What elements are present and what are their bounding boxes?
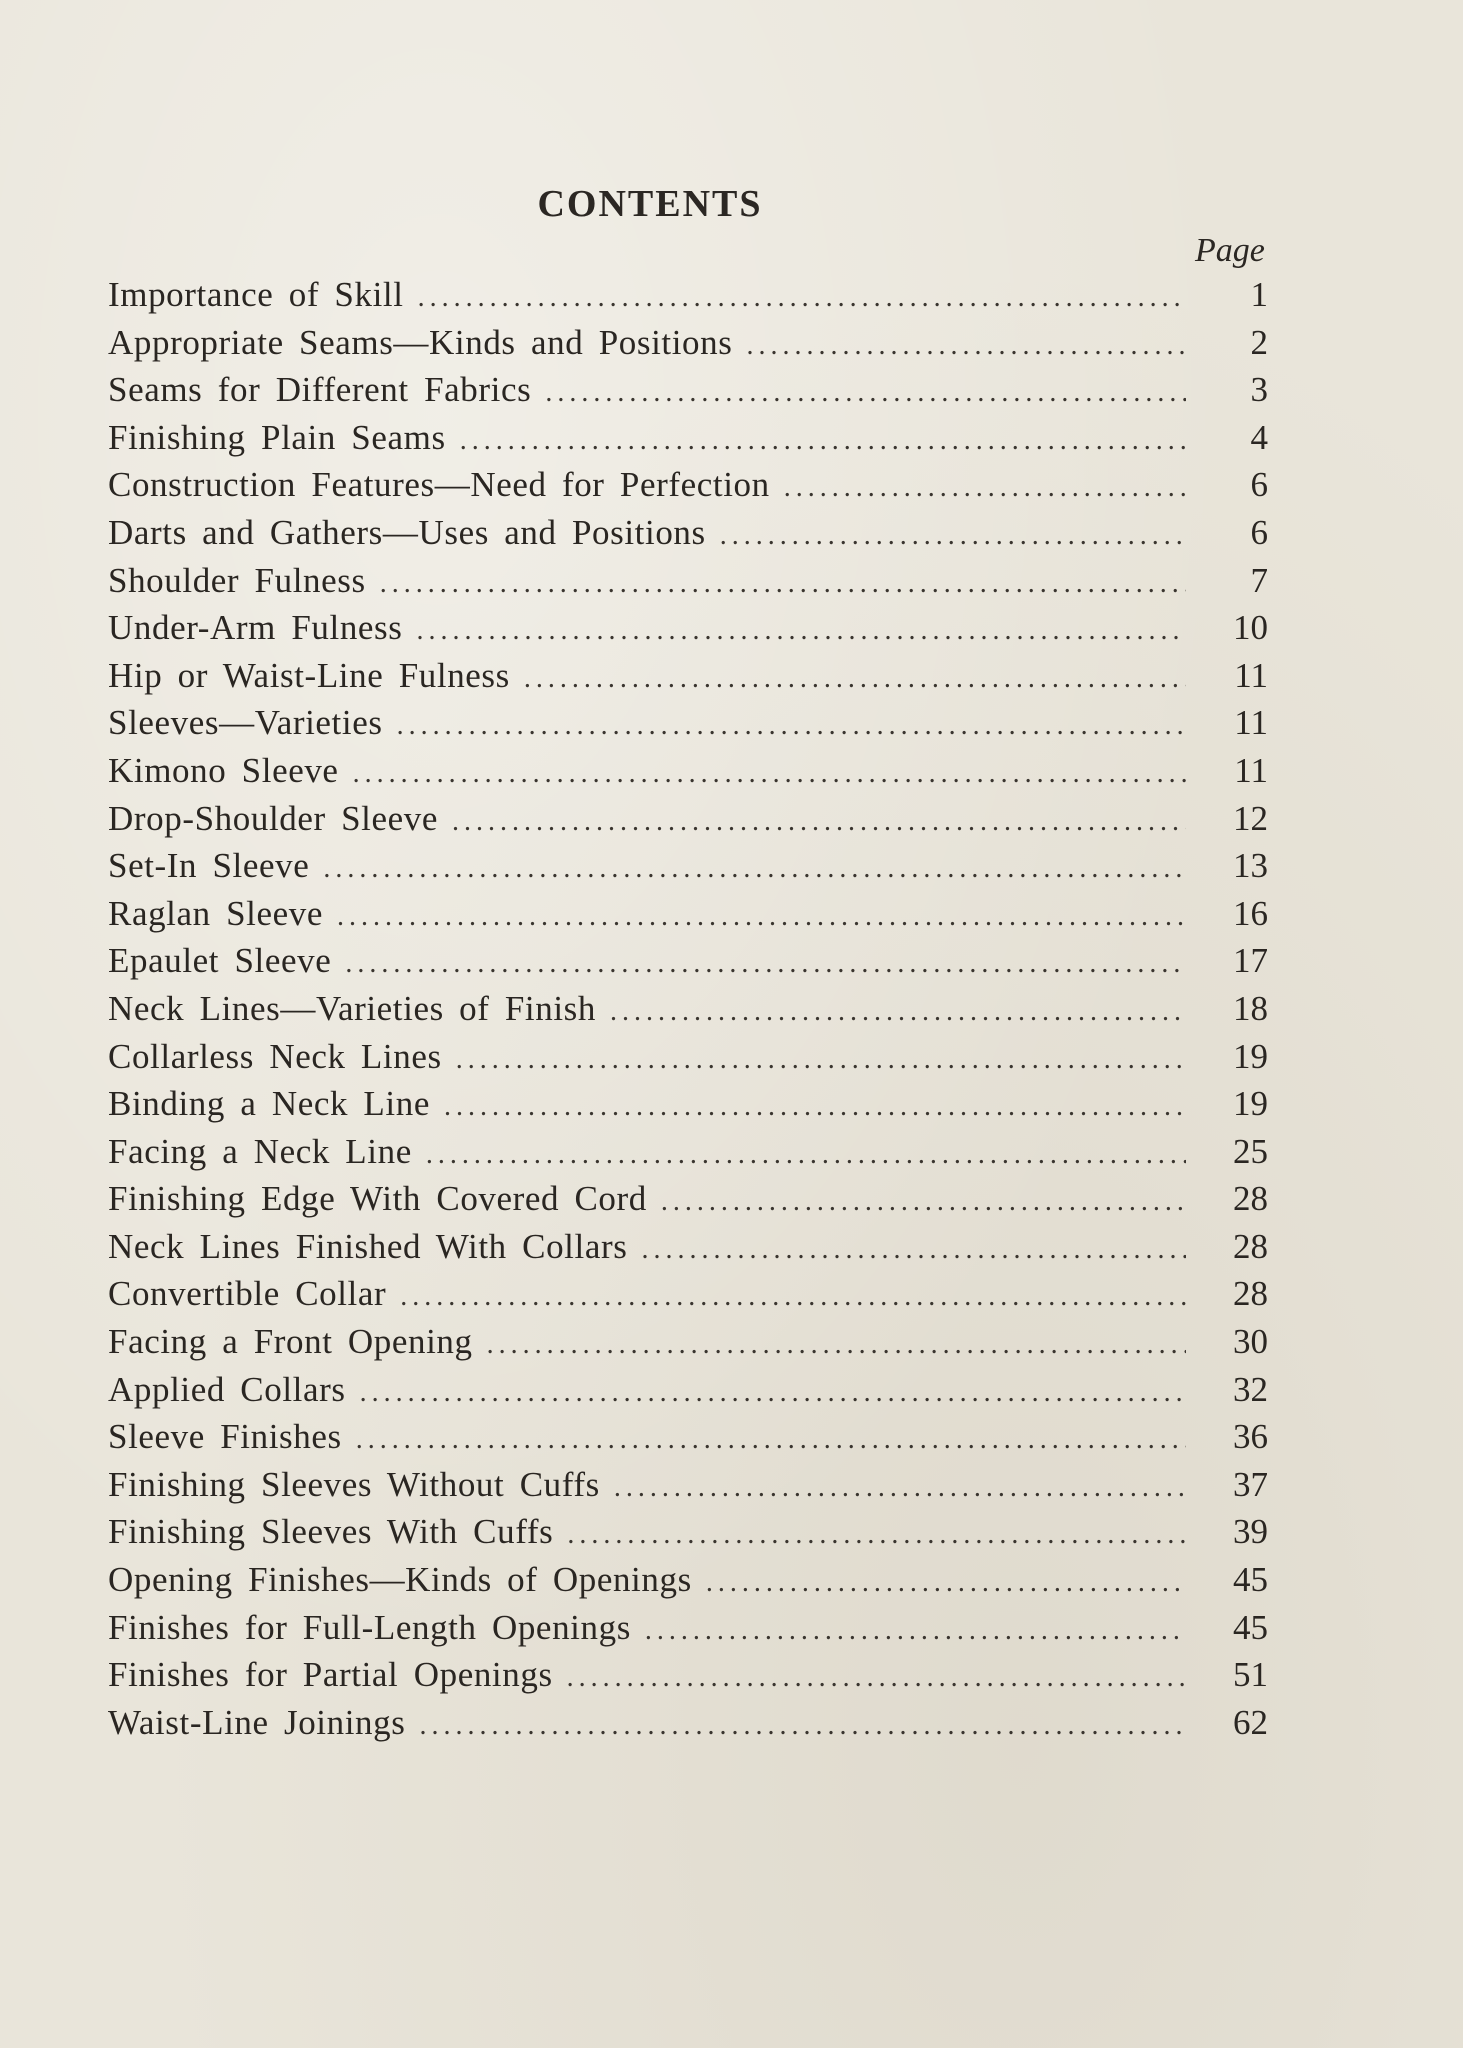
- toc-entry-page-number: 10: [1233, 608, 1268, 648]
- dot-leader: [661, 1186, 1186, 1218]
- toc-entry: [108, 799, 1268, 847]
- dot-leader: [610, 996, 1186, 1028]
- toc-entry: [108, 418, 1268, 466]
- toc-entry: [108, 1560, 1268, 1608]
- toc-entry-page-number: 28: [1233, 1226, 1268, 1266]
- dot-leader: [426, 1139, 1186, 1171]
- toc-entry-title: Epaulet Sleeve: [108, 941, 332, 981]
- toc-entry: [108, 1608, 1268, 1656]
- dot-leader: [784, 472, 1186, 504]
- toc-entry-title: Opening Finishes—Kinds of Openings: [108, 1560, 692, 1600]
- toc-entry: [108, 846, 1268, 894]
- toc-entry: [108, 1512, 1268, 1560]
- dot-leader: [645, 1615, 1186, 1647]
- toc-entry-title: Finishes for Full-Length Openings: [108, 1607, 631, 1647]
- toc-entry-title: Hip or Waist-Line Fulness: [108, 655, 510, 695]
- dot-leader: [418, 282, 1186, 314]
- dot-leader: [397, 710, 1186, 742]
- toc-entry: [108, 1465, 1268, 1513]
- toc-entry-page-number: 45: [1233, 1560, 1268, 1600]
- dot-leader: [456, 1044, 1186, 1076]
- toc-entry: [108, 513, 1268, 561]
- toc-entry-page-number: 28: [1233, 1179, 1268, 1219]
- toc-entry-page-number: 17: [1233, 941, 1268, 981]
- toc-entry-title: Neck Lines—Varieties of Finish: [108, 988, 596, 1028]
- toc-entry-page-number: 1: [1250, 275, 1268, 314]
- toc-entry-title: Applied Collars: [108, 1369, 346, 1409]
- toc-entry-title: Under-Arm Fulness: [108, 608, 403, 648]
- dot-leader: [337, 901, 1186, 933]
- toc-entry-title: Darts and Gathers—Uses and Positions: [108, 512, 706, 552]
- toc-entry: [108, 1322, 1268, 1370]
- dot-leader: [524, 663, 1186, 695]
- dot-leader: [345, 948, 1186, 980]
- toc-entry: [108, 703, 1268, 751]
- toc-entry: [108, 465, 1268, 513]
- toc-entry-title: Kimono Sleeve: [108, 750, 339, 790]
- toc-entry: [108, 989, 1268, 1037]
- toc-entry-page-number: 12: [1233, 798, 1268, 838]
- toc-entry: [108, 1132, 1268, 1180]
- toc-entry-page-number: 6: [1250, 512, 1268, 552]
- dot-leader: [567, 1662, 1186, 1694]
- toc-entry: [108, 1655, 1268, 1703]
- dot-leader: [567, 1519, 1186, 1551]
- toc-entry-page-number: 62: [1233, 1702, 1268, 1742]
- toc-entry-title: Facing a Front Opening: [108, 1322, 473, 1362]
- toc-entry: [108, 370, 1268, 418]
- dot-leader: [746, 330, 1186, 362]
- dot-leader: [417, 615, 1187, 647]
- toc-entry-title: Facing a Neck Line: [108, 1131, 412, 1171]
- toc-entry: [108, 656, 1268, 704]
- toc-entry-page-number: 6: [1250, 465, 1268, 505]
- toc-entry-page-number: 45: [1233, 1607, 1268, 1647]
- toc-entry-page-number: 3: [1250, 370, 1268, 410]
- toc-entry-page-number: 13: [1233, 846, 1268, 886]
- toc-entry: [108, 1370, 1268, 1418]
- dot-leader: [356, 1424, 1186, 1456]
- dot-leader: [720, 520, 1186, 552]
- dot-leader: [706, 1567, 1186, 1599]
- toc-entry-title: Collarless Neck Lines: [108, 1036, 442, 1076]
- toc-entry-title: Finishing Sleeves Without Cuffs: [108, 1464, 600, 1504]
- toc-entry-title: Finishing Plain Seams: [108, 417, 446, 457]
- toc-entry: [108, 1703, 1268, 1751]
- toc-entry-title: Binding a Neck Line: [108, 1084, 430, 1124]
- toc-entry-page-number: 30: [1233, 1322, 1268, 1362]
- toc-entry: [108, 275, 1268, 323]
- dot-leader: [460, 425, 1186, 457]
- toc-entry-page-number: 11: [1234, 655, 1268, 695]
- toc-entry-page-number: 39: [1233, 1512, 1268, 1552]
- dot-leader: [323, 853, 1186, 885]
- toc-entry-page-number: 7: [1250, 560, 1268, 600]
- toc-entry: [108, 323, 1268, 371]
- toc-entry-page-number: 18: [1233, 988, 1268, 1028]
- toc-entry-page-number: 36: [1233, 1417, 1268, 1457]
- toc-entry-title: Sleeves—Varieties: [108, 703, 383, 743]
- toc-entry: [108, 1227, 1268, 1275]
- toc-entry-page-number: 32: [1233, 1369, 1268, 1409]
- toc-entry: [108, 894, 1268, 942]
- toc-entry-page-number: 25: [1233, 1131, 1268, 1171]
- toc-entry-title: Shoulder Fulness: [108, 560, 366, 600]
- toc-entry: [108, 1037, 1268, 1085]
- dot-leader: [360, 1377, 1186, 1409]
- toc-entry: [108, 561, 1268, 609]
- toc-entry: [108, 1417, 1268, 1465]
- toc-entry: [108, 608, 1268, 656]
- toc-entry-page-number: 28: [1233, 1274, 1268, 1314]
- toc-entry: [108, 1084, 1268, 1132]
- toc-entry-title: Construction Features—Need for Perfection: [108, 465, 770, 505]
- table-of-contents: [108, 275, 1268, 1750]
- toc-entry-page-number: 11: [1234, 703, 1268, 743]
- toc-entry-page-number: 4: [1250, 417, 1268, 457]
- page-title: CONTENTS: [537, 183, 763, 225]
- toc-entry-title: Finishing Sleeves With Cuffs: [108, 1512, 554, 1552]
- page-column-header: Page: [1195, 232, 1265, 269]
- toc-entry: [108, 1179, 1268, 1227]
- toc-entry-page-number: 37: [1233, 1464, 1268, 1504]
- toc-entry-title: Set-In Sleeve: [108, 846, 310, 886]
- dot-leader: [614, 1472, 1186, 1504]
- toc-entry-title: Sleeve Finishes: [108, 1417, 342, 1457]
- dot-leader: [400, 1281, 1186, 1313]
- toc-entry-title: Neck Lines Finished With Collars: [108, 1226, 628, 1266]
- toc-entry-title: Appropriate Seams—Kinds and Positions: [108, 322, 733, 362]
- toc-entry-page-number: 11: [1234, 750, 1268, 790]
- toc-entry-page-number: 51: [1233, 1655, 1268, 1695]
- toc-entry: [108, 751, 1268, 799]
- toc-entry-page-number: 19: [1233, 1036, 1268, 1076]
- toc-entry: [108, 1274, 1268, 1322]
- toc-entry-page-number: 19: [1233, 1084, 1268, 1124]
- toc-entry-title: Convertible Collar: [108, 1274, 387, 1314]
- toc-entry-title: Finishes for Partial Openings: [108, 1655, 553, 1695]
- toc-entry-title: Waist-Line Joinings: [108, 1702, 406, 1742]
- toc-entry-title: Seams for Different Fabrics: [108, 370, 532, 410]
- toc-entry-title: Finishing Edge With Covered Cord: [108, 1179, 647, 1219]
- dot-leader: [487, 1329, 1186, 1361]
- toc-entry-title: Raglan Sleeve: [108, 893, 323, 933]
- dot-leader: [380, 568, 1186, 600]
- dot-leader: [452, 806, 1186, 838]
- toc-entry-page-number: 16: [1233, 893, 1268, 933]
- dot-leader: [444, 1091, 1186, 1123]
- toc-entry-title: Drop-Shoulder Sleeve: [108, 798, 439, 838]
- dot-leader: [419, 1710, 1186, 1742]
- toc-entry: [108, 941, 1268, 989]
- toc-entry-page-number: 2: [1250, 322, 1268, 362]
- dot-leader: [545, 377, 1186, 409]
- dot-leader: [353, 758, 1186, 790]
- dot-leader: [641, 1234, 1186, 1266]
- toc-entry-title: Importance of Skill: [108, 275, 404, 314]
